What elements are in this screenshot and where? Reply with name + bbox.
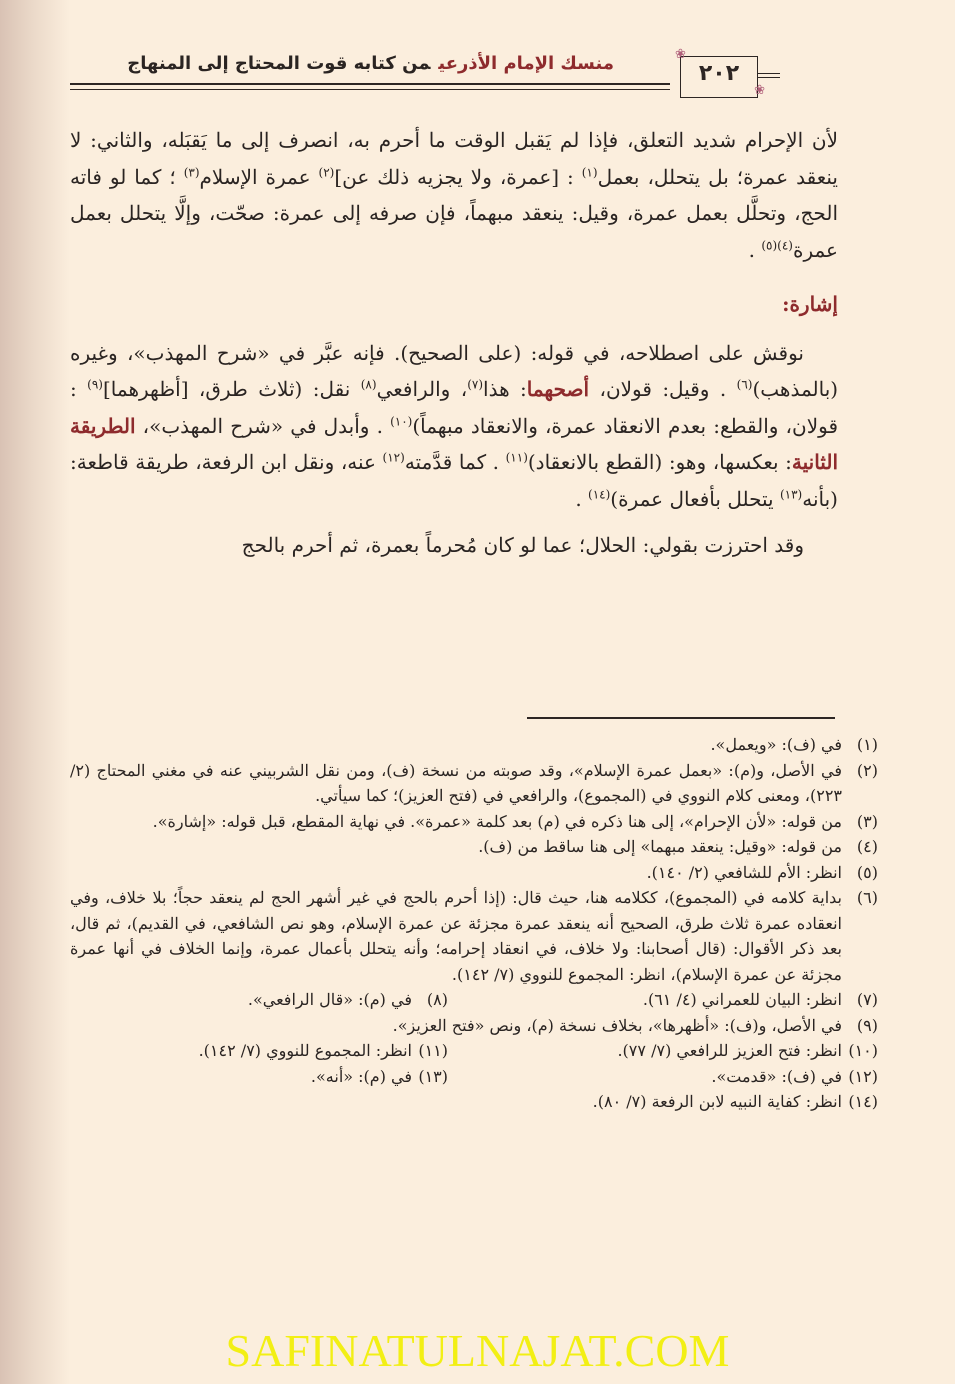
text-run: نوقش على اصطلاحه، في قوله: (على الصحيح). فإنه عبَّر في «شرح المهذب»، وغيره (بالمذهب) — [70, 340, 839, 401]
footnote — [70, 809, 878, 835]
spacer — [70, 517, 838, 527]
page-binding-shadow — [0, 0, 70, 1384]
main-text — [70, 122, 838, 564]
footnote-text: من قوله: «وقيل: ينعقد مبهما» إلى هنا ساقط من (ف). — [478, 837, 842, 856]
footnote-text: في الأصل، و(م): «بعمل عمرة الإسلام»، وقد صوبته من نسخة (ف)، ومن نقل الشربيني عنه في مغني المحتاج (٢/ ٢٢٣)، ومعنى كلام النووي في (المجموع)، والرافعي في (فتح العزيز)؛ كما سيأتي. — [70, 760, 842, 805]
header-rule — [70, 83, 670, 85]
footnote-text: انظر: كفاية النبيه لابن الرفعة (٧/ ٨٠). — [592, 1092, 842, 1111]
text-run: : بعكسها، وهو: (القطع بالانعقاد) — [527, 450, 792, 474]
footnote-row — [70, 1038, 878, 1064]
footnote — [248, 987, 448, 1013]
text-run: . — [575, 486, 582, 511]
footnote — [70, 732, 878, 758]
footnote-number: (٧) — [856, 990, 878, 1009]
footnote-number: (١٣) — [418, 1066, 448, 1086]
page-number: ٢٠٢ — [698, 61, 740, 86]
footnote-text: في (ف): «قدمت». — [711, 1066, 842, 1086]
text-run: والثاني: لا ينعقد عمرة؛ بل يتحلل، بعمل — [70, 128, 838, 189]
footnote — [448, 987, 878, 1013]
footnote-ref[interactable]: (١٠) — [390, 413, 413, 428]
footnote-ref[interactable]: (٢) — [318, 164, 335, 179]
footnote — [70, 885, 878, 987]
text-run: عنه، ونقل ابن الرفعة، طريقة قاطعة: (بأنه — [70, 450, 838, 511]
footnote-ref[interactable]: (١٣) — [779, 486, 803, 501]
paragraph — [70, 335, 838, 518]
flower-ornament-icon: ❀ — [675, 47, 686, 62]
text-run: : قولان، والقطع: بعدم الانعقاد عمرة، والانعقاد مبهماً) — [70, 377, 839, 438]
watermark: SAFINATULNAJAT.COM — [225, 1325, 730, 1376]
footnote-number: (١٤) — [848, 1092, 878, 1111]
footnote — [448, 1038, 878, 1064]
footnote — [70, 860, 878, 886]
highlighted-term: أصحهما — [526, 377, 590, 401]
footnote-text: انظر: الأم للشافعي (٢/ ١٤٠). — [646, 862, 842, 882]
footnote-ref[interactable]: (٦) — [736, 377, 753, 392]
footnote-ref[interactable]: (١٤) — [588, 486, 611, 501]
footnote-number: (١١) — [418, 1041, 448, 1060]
text-run: . وأبدل في «شرح المهذب»، — [135, 413, 383, 438]
footnote — [70, 1089, 878, 1115]
footnote-text: في الأصل، و(ف): «أظهرها»، بخلاف نسخة (م)، ونص «فتح العزيز». — [392, 1015, 842, 1035]
paragraph: وقد احترزت بقولي: الحلال؛ عما لو كان مُحرماً بعمرة، ثم أحرم بالحج — [241, 533, 804, 557]
paragraph — [70, 122, 838, 268]
footnote-ref[interactable]: (٤) — [777, 237, 793, 252]
footnote-number: (١٠) — [848, 1041, 878, 1060]
text-run: : هذا — [483, 377, 527, 401]
header-title — [127, 53, 614, 74]
footnote-ref[interactable]: (١٢) — [382, 450, 405, 465]
footnote-number: (٣) — [856, 811, 878, 831]
header-title-rest: من كتابه قوت المحتاج إلى المنهاج — [127, 53, 431, 74]
footnote-text: في (م): «قال الرافعي». — [247, 990, 412, 1009]
footnote-number: (٤) — [856, 837, 878, 856]
text-run: ، والرافعي — [376, 377, 468, 401]
text-run: . كما قدَّمته — [404, 450, 500, 474]
text-run: عمرة الإسلام — [199, 164, 319, 189]
header-side-rule — [758, 77, 780, 78]
footnote-text: انظر: البيان للعمراني (٤/ ٦١). — [642, 990, 842, 1009]
footnote-row — [70, 1064, 878, 1090]
footnote-number: (٥) — [856, 862, 878, 882]
footnote-ref[interactable]: (١١) — [505, 450, 528, 465]
footnote-text: انظر: المجموع للنووي (٧/ ١٤٢). — [198, 1041, 412, 1060]
footnote-ref[interactable]: (٩) — [87, 377, 103, 392]
footnote-text: من قوله: «لأن الإحرام»، إلى هنا ذكره في (م) بعد كلمة «عمرة». في نهاية المقطع، قبل قوله: «إشارة». — [152, 811, 842, 831]
footnote-ref[interactable]: (٣) — [183, 164, 200, 179]
footnote — [448, 1064, 878, 1090]
text-run: . — [748, 237, 755, 262]
footnote — [199, 1038, 448, 1064]
footnote-text: في (ف): «ويعمل». — [710, 735, 842, 754]
text-run: لأن الإحرام شديد التعلق، فإذا لم يَقبل الوقت ما أحرم به، انصرف إلى ما يَقبَله، — [161, 128, 838, 152]
footnotes — [70, 732, 878, 1115]
footnote-number: (١) — [856, 735, 878, 754]
flower-ornament-icon: ❀ — [754, 83, 765, 98]
footnote-text: في (م): «أنه». — [310, 1066, 412, 1086]
footnote-number: (٢) — [856, 760, 878, 780]
footnote-ref[interactable]: (٨) — [360, 377, 377, 392]
text-run: يتحلل بأفعال عمرة) — [610, 486, 780, 511]
footnote-ref[interactable]: (١) — [581, 164, 598, 179]
footnote-text: انظر: فتح العزيز للرافعي (٧/ ٧٧). — [617, 1041, 842, 1060]
section-heading: إشارة: — [782, 292, 838, 316]
footnote — [311, 1064, 448, 1090]
header-side-rule — [758, 73, 780, 74]
text-run: . وقيل: قولان، — [589, 377, 727, 401]
footnote-number: (٨) — [426, 990, 448, 1009]
footnote — [70, 758, 878, 809]
footnote-number: (٩) — [856, 1015, 878, 1035]
footnote-ref[interactable]: (٥) — [761, 237, 778, 252]
running-header — [70, 47, 840, 102]
highlighted-term: الطريقة الثانية — [70, 413, 838, 474]
text-run: نقل: (ثلاث طرق، [أظهرهما] — [102, 377, 351, 401]
footnote-number: (٦) — [856, 888, 878, 907]
footnote-ref[interactable]: (٧) — [467, 377, 484, 392]
footnote-number: (١٢) — [848, 1066, 878, 1086]
page-number-frame — [675, 47, 765, 98]
footnote-row — [70, 987, 878, 1013]
footnote — [70, 1013, 878, 1039]
text-run: : [عمرة، ولا يجزيه ذلك عن] — [334, 164, 574, 189]
footnote-text: بداية كلامه في (المجموع)، ككلامه هنا، حيث قال: (إذا أحرم بالحج في غير أشهر الحج لم ينعقد حجاً؛ بلا خلاف، وفي انعقاده عمرة ثلاث طرق، الصحيح أنه ينعقد عمرة مجزئة عن عمرة الإسلام، وهو نص الشافعي، في القديم)، ثم قال، بعد ذكر الأقوال: (قال أصحابنا: ولا خلاف، في انعقاد إحرامه؛ وأنه يتحلل بأعمال عمرة، وإنما الخلاف في أنها عمرة مجزئة عن عمرة الإسلام)، انظر: المجموع للنووي (٧/ ١٤٢). — [70, 888, 842, 984]
footnote-divider — [527, 717, 835, 719]
header-rule-thin — [70, 89, 670, 90]
footnote — [70, 834, 878, 860]
header-title-accent: منسك الإمام الأذرعي — [438, 53, 614, 74]
text-run: ؛ كما لو فاته الحج، وتحلَّل بعمل عمرة، وقيل: ينعقد مبهماً، فإن صرفه إلى عمرة: صحّت، وإلَّا يتحلل بعمل عمرة — [70, 164, 838, 262]
